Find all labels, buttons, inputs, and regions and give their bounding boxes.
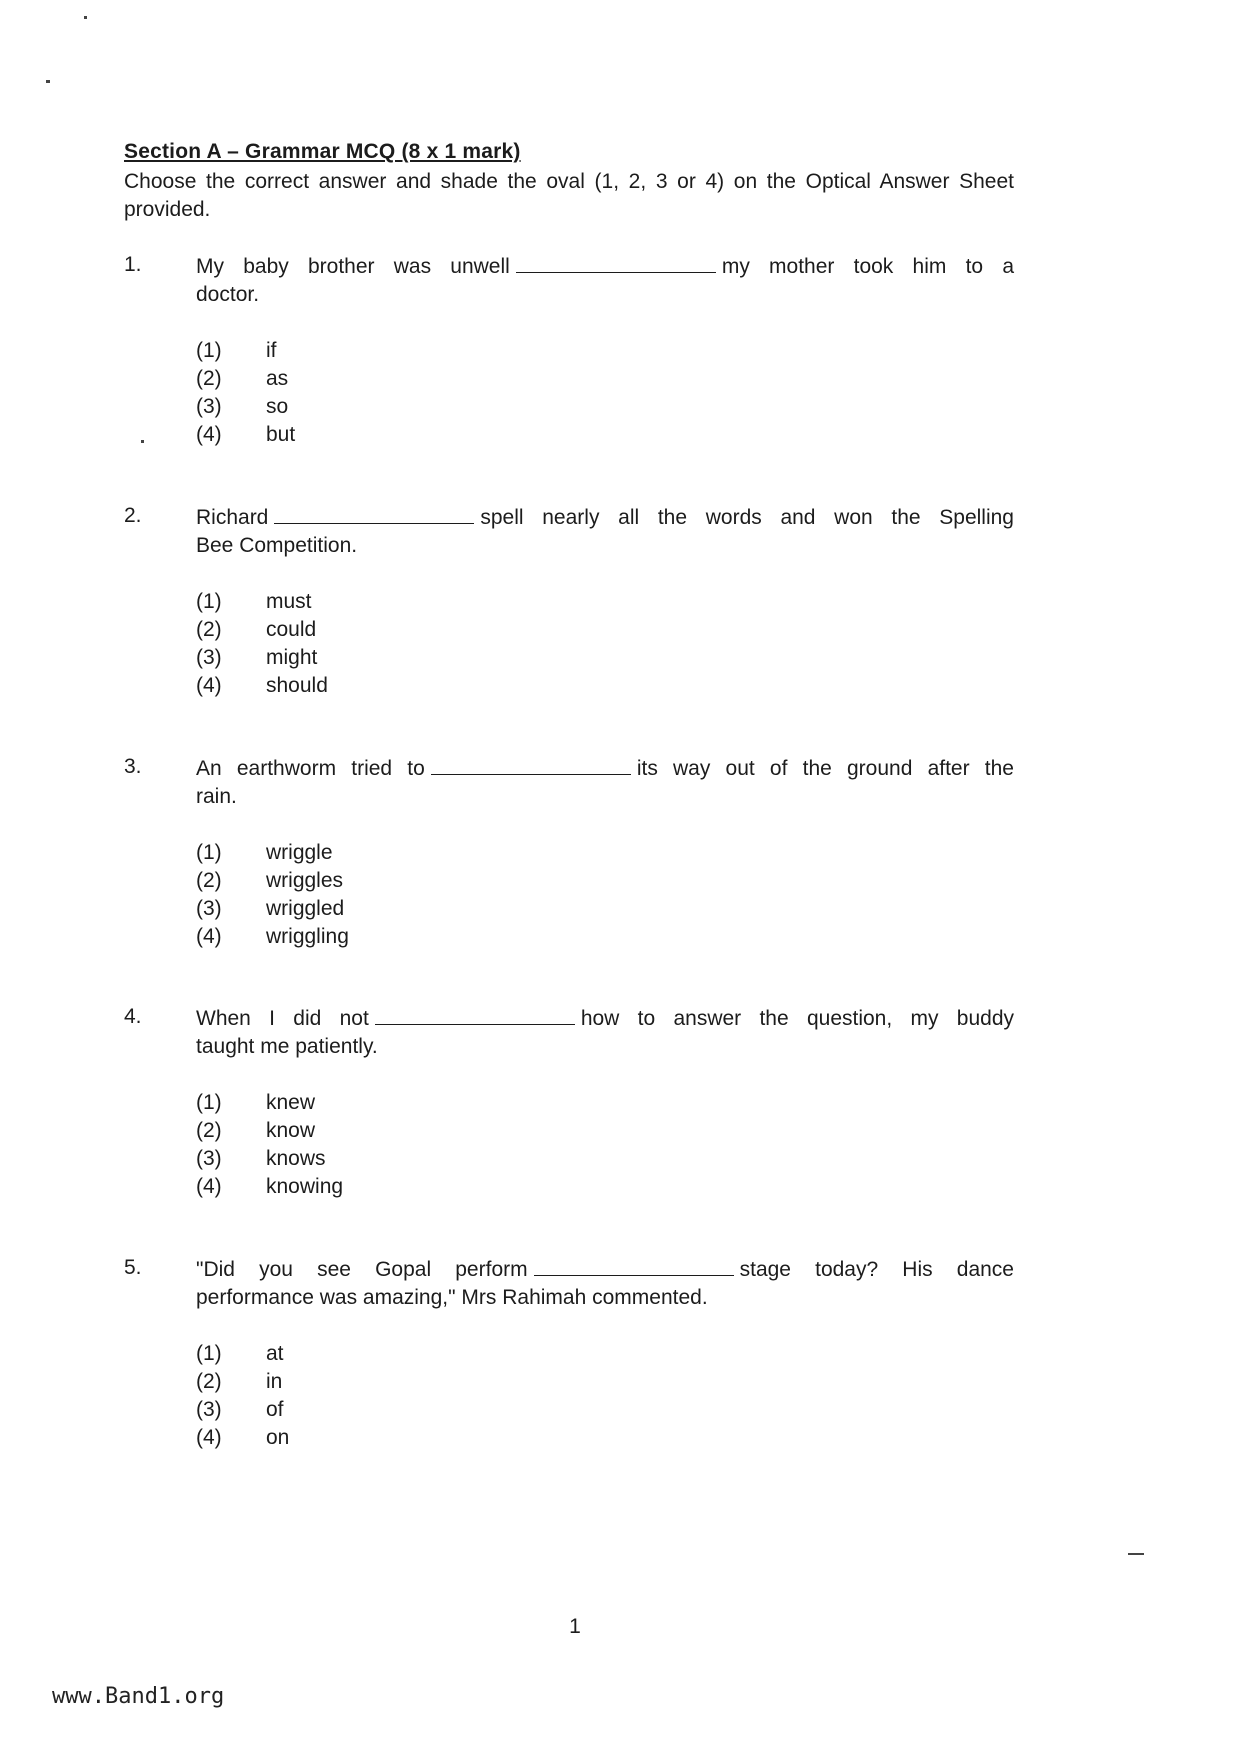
option-text: wriggle	[266, 841, 333, 864]
question-text	[196, 1005, 1014, 1061]
question-first-line	[196, 755, 1014, 783]
option-text: at	[266, 1342, 284, 1365]
answer-blank	[375, 1006, 575, 1025]
question-first-line	[196, 1256, 1014, 1284]
option-text: wriggled	[266, 897, 345, 920]
option-text: knows	[266, 1147, 326, 1170]
option-2	[196, 867, 349, 895]
option-text: of	[266, 1398, 284, 1421]
option-1	[196, 1340, 289, 1368]
option-4	[196, 672, 328, 700]
question-continuation: doctor.	[196, 283, 260, 306]
question-text	[196, 253, 1014, 309]
answer-blank	[431, 756, 631, 775]
option-text: must	[266, 590, 312, 613]
option-2	[196, 1368, 289, 1396]
question-text	[196, 504, 1014, 560]
option-text: know	[266, 1119, 316, 1142]
option-number: (1)	[196, 339, 222, 362]
scan-speck	[141, 440, 144, 443]
option-number: (4)	[196, 1175, 222, 1198]
option-text: so	[266, 395, 289, 418]
option-2	[196, 1117, 343, 1145]
question-number: 1.	[124, 253, 142, 276]
question-first-line	[196, 1005, 1014, 1033]
options-list	[196, 1089, 343, 1201]
text-after-blank: how to answer the question, my buddy	[580, 1007, 1015, 1030]
page-number: 1	[569, 1615, 581, 1638]
option-number: (3)	[196, 646, 222, 669]
question-number: 3.	[124, 755, 142, 778]
watermark-url: www.Band1.org	[52, 1684, 225, 1709]
options-list	[196, 1340, 289, 1452]
text-before-blank: Richard	[196, 506, 269, 529]
option-text: knowing	[266, 1175, 344, 1198]
text-before-blank: An earthworm tried to	[196, 757, 425, 780]
option-number: (2)	[196, 618, 222, 641]
question-text	[196, 755, 1014, 811]
option-number: (1)	[196, 590, 222, 613]
option-number: (4)	[196, 925, 222, 948]
option-text: on	[266, 1426, 290, 1449]
question-number: 2.	[124, 504, 142, 527]
option-text: but	[266, 423, 296, 446]
option-3	[196, 1145, 343, 1173]
question-continuation: taught me patiently.	[196, 1035, 378, 1058]
answer-blank	[534, 1257, 734, 1276]
option-1	[196, 839, 349, 867]
text-after-blank: my mother took him to a	[721, 255, 1014, 278]
option-1	[196, 588, 328, 616]
option-text: could	[266, 618, 317, 641]
answer-blank	[516, 254, 716, 273]
option-4	[196, 1424, 289, 1452]
question-continuation: rain.	[196, 785, 237, 808]
question-continuation: Bee Competition.	[196, 534, 358, 557]
option-4	[196, 1173, 343, 1201]
text-before-blank: When I did not	[196, 1007, 369, 1030]
option-number: (1)	[196, 841, 222, 864]
option-text: in	[266, 1370, 283, 1393]
option-number: (2)	[196, 869, 222, 892]
option-text: should	[266, 674, 328, 697]
question-first-line	[196, 253, 1014, 281]
options-list	[196, 588, 328, 700]
question-text	[196, 1256, 1014, 1312]
option-number: (3)	[196, 1147, 222, 1170]
option-number: (2)	[196, 367, 222, 390]
scan-speck	[1128, 1553, 1144, 1555]
option-1	[196, 1089, 343, 1117]
option-number: (1)	[196, 1091, 222, 1114]
options-list	[196, 337, 295, 449]
option-text: wriggles	[266, 869, 344, 892]
option-1	[196, 337, 295, 365]
scan-speck	[84, 16, 87, 19]
option-4	[196, 923, 349, 951]
option-number: (4)	[196, 674, 222, 697]
option-number: (2)	[196, 1119, 222, 1142]
text-before-blank: "Did you see Gopal perform	[196, 1258, 528, 1281]
option-3	[196, 895, 349, 923]
option-number: (3)	[196, 1398, 222, 1421]
option-number: (2)	[196, 1370, 222, 1393]
option-2	[196, 365, 295, 393]
question-continuation: performance was amazing," Mrs Rahimah commented.	[196, 1286, 708, 1309]
option-text: wriggling	[266, 925, 349, 948]
option-text: if	[266, 339, 277, 362]
question-first-line	[196, 504, 1014, 532]
option-4	[196, 421, 295, 449]
question-number: 4.	[124, 1005, 142, 1028]
answer-blank	[274, 505, 474, 524]
text-after-blank: spell nearly all the words and won the Spelling	[480, 506, 1014, 529]
option-text: knew	[266, 1091, 316, 1114]
option-number: (4)	[196, 423, 222, 446]
option-text: might	[266, 646, 318, 669]
section-title: Section A – Grammar MCQ (8 x 1 mark)	[124, 140, 521, 163]
option-2	[196, 616, 328, 644]
option-number: (4)	[196, 1426, 222, 1449]
option-number: (3)	[196, 395, 222, 418]
option-3	[196, 1396, 289, 1424]
text-after-blank: stage today? His dance	[739, 1258, 1014, 1281]
options-list	[196, 839, 349, 951]
question-number: 5.	[124, 1256, 142, 1279]
instructions: Choose the correct answer and shade the oval (1, 2, 3 or 4) on the Optical Answer Sheet provided.	[124, 170, 1014, 221]
option-text: as	[266, 367, 289, 390]
option-number: (3)	[196, 897, 222, 920]
scan-speck	[46, 80, 50, 83]
text-before-blank: My baby brother was unwell	[196, 255, 510, 278]
option-number: (1)	[196, 1342, 222, 1365]
text-after-blank: its way out of the ground after the	[636, 757, 1014, 780]
option-3	[196, 644, 328, 672]
option-3	[196, 393, 295, 421]
